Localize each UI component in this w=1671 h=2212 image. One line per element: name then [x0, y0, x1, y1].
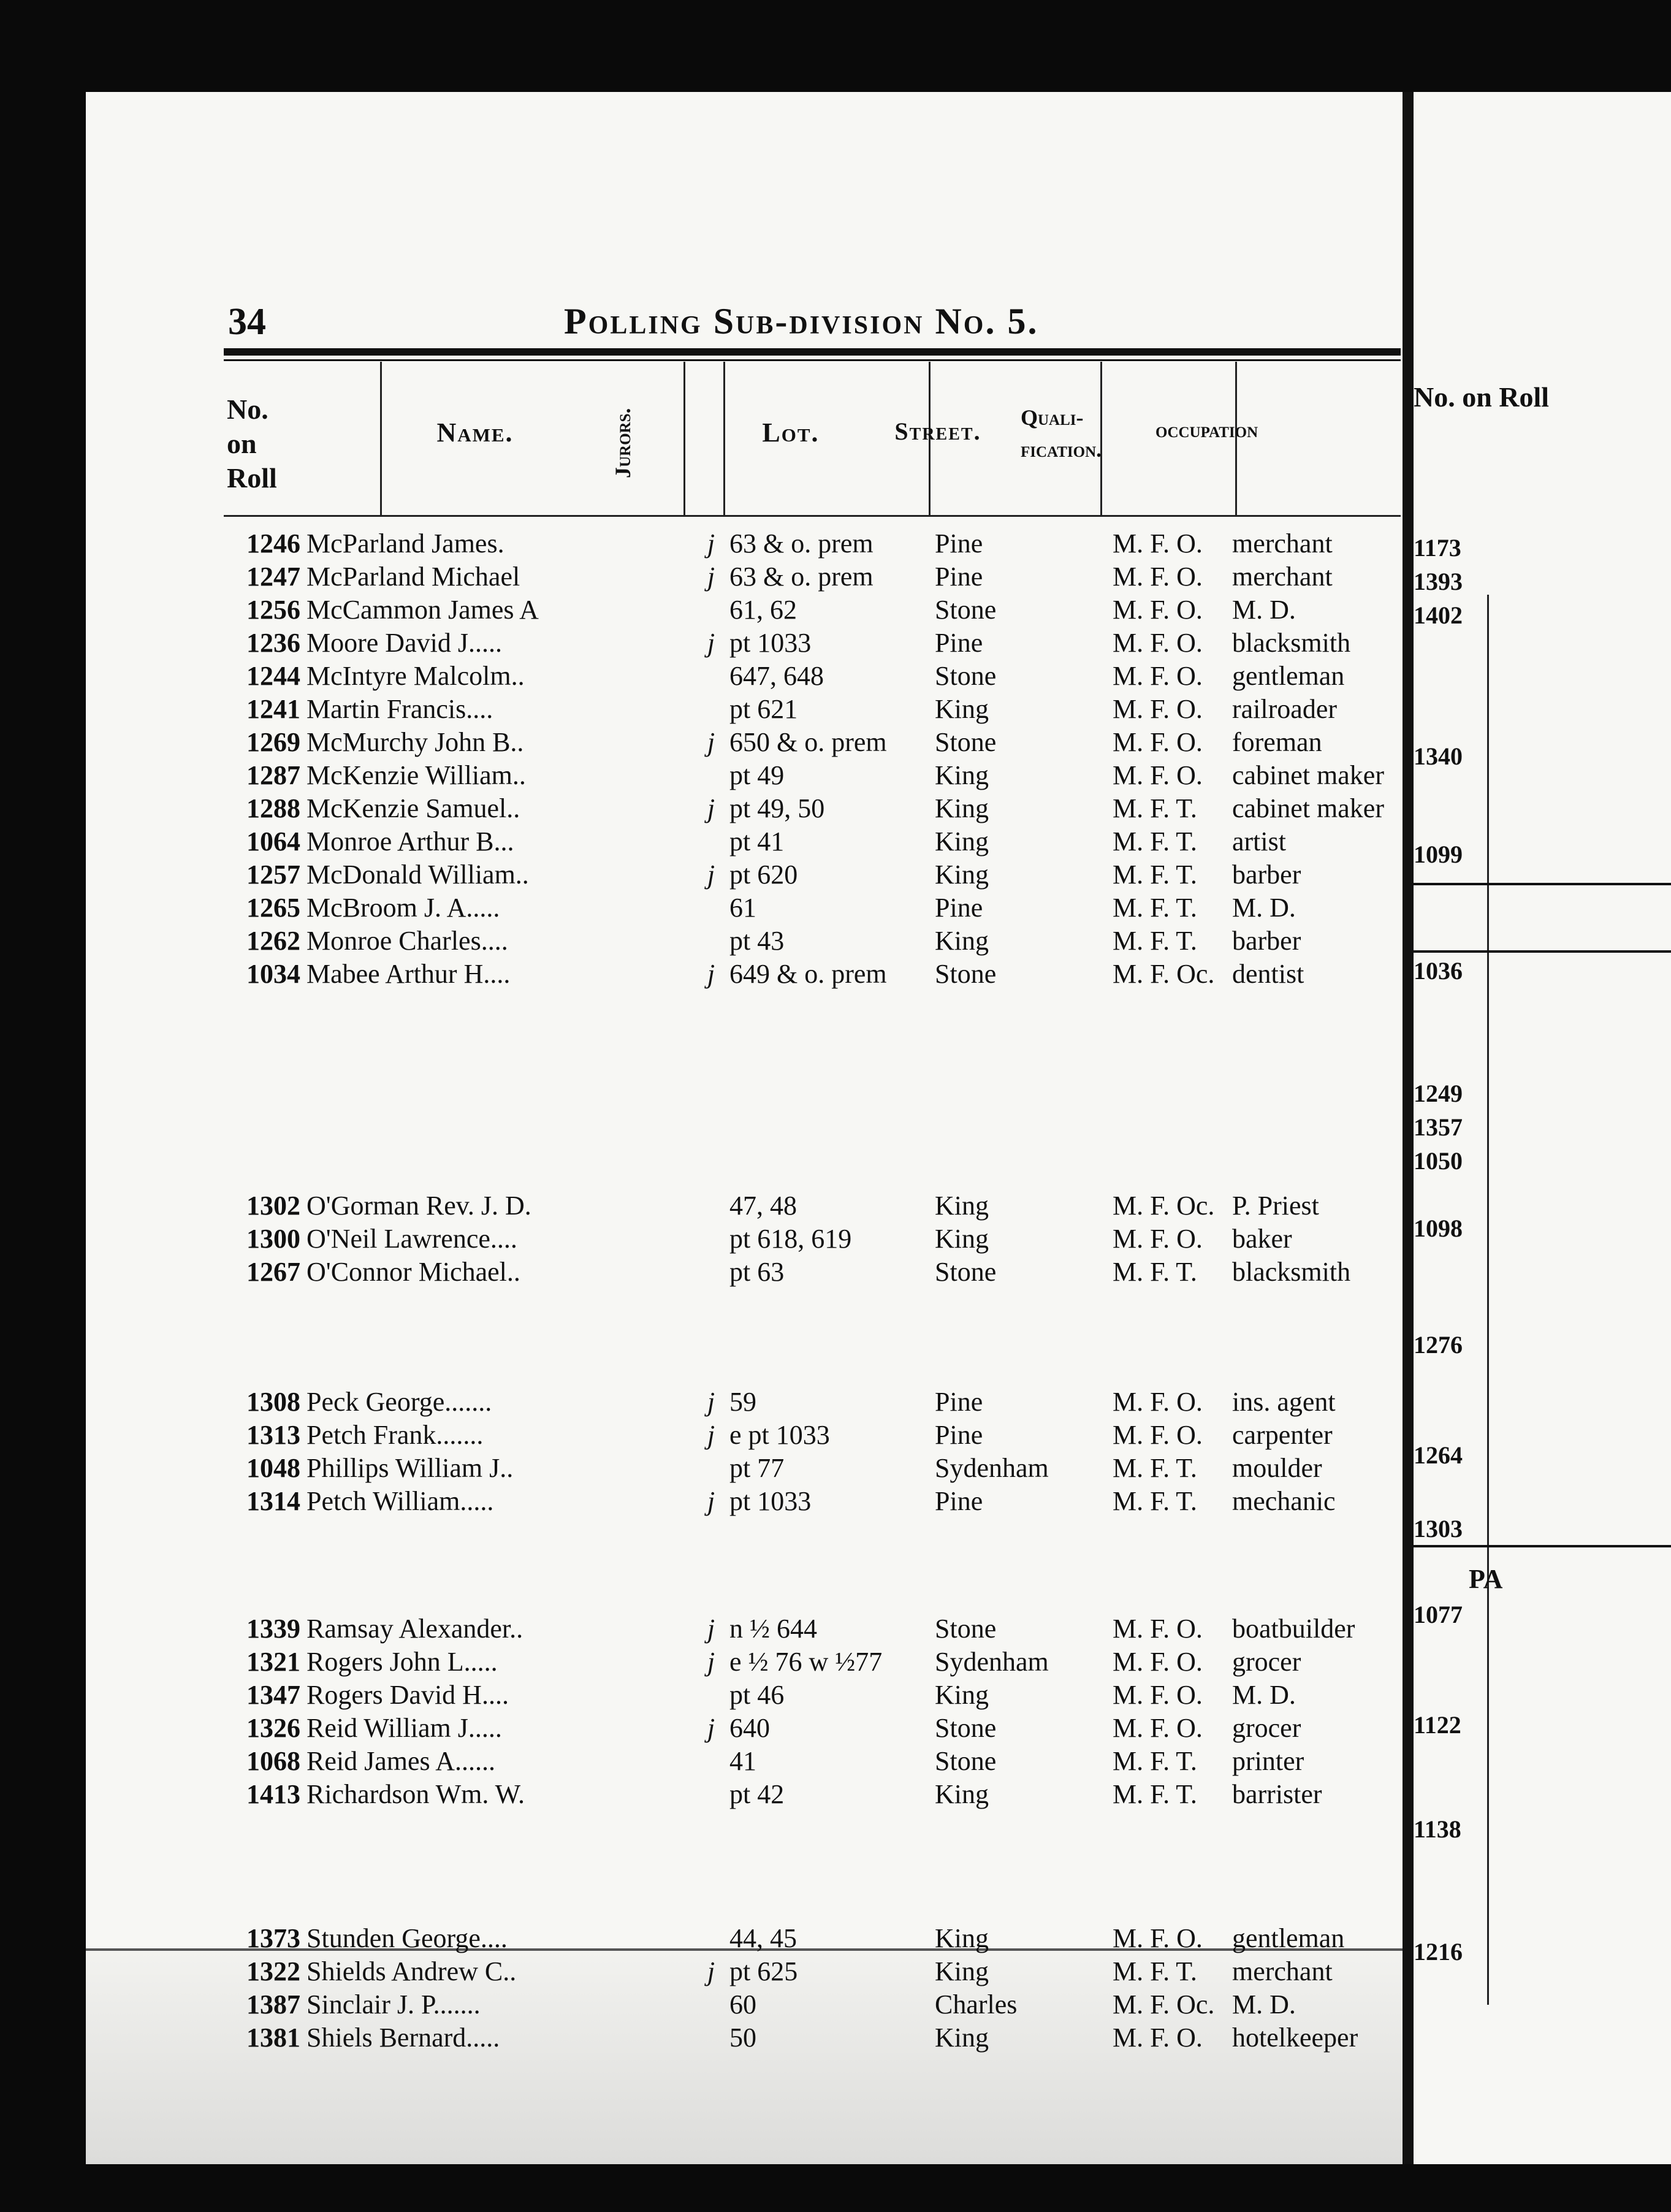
column-header-no: No. on Roll	[227, 394, 277, 494]
roll-number: 1339	[246, 1614, 300, 1644]
occupation-cell: M. D.	[1232, 893, 1296, 923]
juror-mark: j	[707, 1647, 715, 1677]
occupation-cell: moulder	[1232, 1453, 1322, 1483]
roll-number: 1313	[246, 1420, 300, 1450]
juror-mark: j	[707, 860, 715, 890]
qualification-cell: M. F. O.	[1113, 661, 1203, 691]
street-cell: King	[935, 826, 989, 856]
juror-mark: j	[707, 1387, 715, 1417]
facing-page-rule	[1414, 1545, 1671, 1547]
voter-name: Monroe Arthur B...	[306, 826, 514, 856]
qualification-cell: M. F. T.	[1113, 1486, 1197, 1516]
qualification-cell: M. F. T.	[1113, 1779, 1197, 1809]
street-cell: Pine	[935, 528, 983, 559]
qualification-cell: M. F. O.	[1113, 562, 1203, 592]
lot-cell: pt 1033	[729, 628, 812, 658]
facing-page-section-label: PA	[1469, 1564, 1503, 1594]
page-title: Polling Sub-division No. 5.	[564, 301, 1039, 341]
occupation-cell: M. D.	[1232, 1680, 1296, 1710]
qualification-cell: M. F. T.	[1113, 1453, 1197, 1483]
voter-name: Monroe Charles....	[306, 926, 508, 956]
facing-roll-number: 1122	[1414, 1711, 1461, 1739]
facing-roll-number: 1402	[1414, 601, 1463, 629]
qualification-cell: M. F. O.	[1113, 2023, 1203, 2053]
street-cell: Stone	[935, 661, 997, 691]
street-cell: King	[935, 926, 989, 956]
roll-number: 1326	[246, 1713, 300, 1743]
street-cell: Stone	[935, 595, 997, 625]
facing-roll-number: 1036	[1414, 957, 1463, 985]
occupation-cell: M. D.	[1232, 1989, 1296, 2019]
facing-roll-number: 1357	[1414, 1113, 1463, 1141]
qualification-cell: M. F. T.	[1113, 1257, 1197, 1287]
occupation-cell: printer	[1232, 1746, 1304, 1776]
street-cell: Stone	[935, 1257, 997, 1287]
lot-cell: 59	[729, 1387, 756, 1417]
voter-name: McIntyre Malcolm..	[306, 661, 525, 691]
occupation-cell: gentleman	[1232, 1923, 1345, 1953]
qualification-cell: M. F. Oc.	[1113, 1989, 1215, 2019]
street-cell: King	[935, 1923, 989, 1953]
voter-name: Petch Frank.......	[306, 1420, 484, 1450]
lot-cell: pt 63	[729, 1257, 785, 1287]
lot-cell: 640	[729, 1713, 770, 1743]
juror-mark: j	[707, 628, 715, 658]
street-cell: King	[935, 1779, 989, 1809]
street-cell: Stone	[935, 959, 997, 989]
qualification-cell: M. F. T.	[1113, 860, 1197, 890]
voter-name: Reid James A......	[306, 1746, 495, 1776]
street-cell: King	[935, 1224, 989, 1254]
lot-cell: pt 43	[729, 926, 785, 956]
voter-name: Reid William J.....	[306, 1713, 502, 1743]
voter-name: O'Gorman Rev. J. D.	[306, 1191, 531, 1221]
qualification-cell: M. F. O.	[1113, 595, 1203, 625]
occupation-cell: merchant	[1232, 1956, 1333, 1986]
occupation-cell: grocer	[1232, 1647, 1301, 1677]
lot-cell: 650 & o. prem	[729, 727, 887, 757]
qualification-cell: M. F. O.	[1113, 1420, 1203, 1450]
roll-number: 1244	[246, 661, 300, 691]
qualification-cell: M. F. Oc.	[1113, 1191, 1215, 1221]
juror-mark: j	[707, 959, 715, 989]
voter-name: Stunden George....	[306, 1923, 508, 1953]
roll-number: 1068	[246, 1746, 300, 1776]
occupation-cell: hotelkeeper	[1232, 2023, 1358, 2053]
facing-page-header: No. on Roll	[1414, 381, 1550, 413]
voter-name: Martin Francis....	[306, 694, 493, 724]
lot-cell: 50	[729, 2023, 756, 2053]
voter-name: Peck George.......	[306, 1387, 492, 1417]
lot-cell: 41	[729, 1746, 756, 1776]
occupation-cell: foreman	[1232, 727, 1322, 757]
street-cell: Charles	[935, 1989, 1018, 2019]
roll-number: 1236	[246, 628, 300, 658]
lot-cell: 63 & o. prem	[729, 528, 874, 559]
street-cell: Pine	[935, 1486, 983, 1516]
roll-number: 1387	[246, 1989, 300, 2019]
facing-roll-number: 1099	[1414, 841, 1463, 868]
lot-cell: pt 618, 619	[729, 1224, 852, 1254]
voter-name: Sinclair J. P.......	[306, 1989, 481, 2019]
qualification-cell: M. F. O.	[1113, 1387, 1203, 1417]
occupation-cell: railroader	[1232, 694, 1337, 724]
lot-cell: pt 49, 50	[729, 793, 825, 823]
lot-cell: pt 49	[729, 760, 785, 790]
street-cell: Pine	[935, 1387, 983, 1417]
voter-name: Petch William.....	[306, 1486, 494, 1516]
lot-cell: n ½ 644	[729, 1614, 817, 1644]
roll-number: 1265	[246, 893, 300, 923]
voter-name: Phillips William J..	[306, 1453, 514, 1483]
facing-roll-number: 1303	[1414, 1515, 1463, 1543]
facing-roll-number: 1138	[1414, 1815, 1461, 1843]
street-cell: King	[935, 860, 989, 890]
lot-cell: 47, 48	[729, 1191, 797, 1221]
column-header-name: Name.	[436, 418, 514, 448]
roll-number: 1241	[246, 694, 300, 724]
qualification-cell: M. F. T.	[1113, 1956, 1197, 1986]
qualification-cell: M. F. O.	[1113, 628, 1203, 658]
facing-roll-number: 1216	[1414, 1938, 1463, 1966]
facing-roll-number: 1173	[1414, 534, 1461, 562]
voter-name: Rogers John L.....	[306, 1647, 498, 1677]
header-bottom-rule	[224, 515, 1401, 517]
qualification-cell: M. F. T.	[1113, 893, 1197, 923]
qualification-cell: M. F. Oc.	[1113, 959, 1215, 989]
roll-number: 1287	[246, 760, 300, 790]
roll-number: 1347	[246, 1680, 300, 1710]
occupation-cell: artist	[1232, 826, 1286, 856]
street-cell: Pine	[935, 893, 983, 923]
lot-cell: 61	[729, 893, 756, 923]
qualification-cell: M. F. T.	[1113, 793, 1197, 823]
juror-mark: j	[707, 1420, 715, 1450]
occupation-cell: cabinet maker	[1232, 760, 1384, 790]
facing-roll-number: 1393	[1414, 568, 1463, 595]
lot-cell: 61, 62	[729, 595, 797, 625]
occupation-cell: mechanic	[1232, 1486, 1336, 1516]
occupation-cell: blacksmith	[1232, 628, 1351, 658]
column-header-street: Street.	[894, 418, 981, 445]
occupation-cell: boatbuilder	[1232, 1614, 1355, 1644]
column-header-occupation: occupation	[1155, 418, 1258, 442]
occupation-cell: baker	[1232, 1224, 1292, 1254]
header-rule-thin	[224, 359, 1401, 361]
qualification-cell: M. F. O.	[1113, 727, 1203, 757]
qualification-cell: M. F. T.	[1113, 926, 1197, 956]
street-cell: King	[935, 760, 989, 790]
column-header-qualification: Quali- fication.	[1021, 405, 1102, 462]
street-cell: King	[935, 1956, 989, 1986]
page-number: 34	[228, 301, 266, 343]
qualification-cell: M. F. O.	[1113, 1647, 1203, 1677]
voter-name: O'Connor Michael..	[306, 1257, 520, 1287]
lot-cell: pt 46	[729, 1680, 785, 1710]
occupation-cell: carpenter	[1232, 1420, 1333, 1450]
qualification-cell: M. F. O.	[1113, 1224, 1203, 1254]
juror-mark: j	[707, 1956, 715, 1986]
voter-name: McParland James.	[306, 528, 504, 559]
street-cell: Stone	[935, 727, 997, 757]
juror-mark: j	[707, 1614, 715, 1644]
juror-mark: j	[707, 1486, 715, 1516]
facing-page-rule	[1414, 883, 1671, 885]
qualification-cell: M. F. O.	[1113, 694, 1203, 724]
voter-name: McParland Michael	[306, 562, 520, 592]
column-header-lot: Lot.	[762, 418, 820, 448]
street-cell: Pine	[935, 628, 983, 658]
lot-cell: e pt 1033	[729, 1420, 830, 1450]
roll-number: 1262	[246, 926, 300, 956]
occupation-cell: merchant	[1232, 562, 1333, 592]
occupation-cell: M. D.	[1232, 595, 1296, 625]
street-cell: Pine	[935, 1420, 983, 1450]
facing-roll-number: 1077	[1414, 1601, 1463, 1628]
roll-number: 1064	[246, 826, 300, 856]
street-cell: Stone	[935, 1713, 997, 1743]
voter-name: Rogers David H....	[306, 1680, 509, 1710]
lot-cell: pt 621	[729, 694, 798, 724]
header-rule	[224, 348, 1401, 356]
roll-number: 1322	[246, 1956, 300, 1986]
roll-number: 1269	[246, 727, 300, 757]
occupation-cell: dentist	[1232, 959, 1304, 989]
qualification-cell: M. F. O.	[1113, 760, 1203, 790]
voter-name: McCammon James A	[306, 595, 539, 625]
roll-number: 1034	[246, 959, 300, 989]
lot-cell: pt 77	[729, 1453, 785, 1483]
qualification-cell: M. F. O.	[1113, 1680, 1203, 1710]
occupation-cell: gentleman	[1232, 661, 1345, 691]
lot-cell: pt 42	[729, 1779, 785, 1809]
qualification-cell: M. F. T.	[1113, 826, 1197, 856]
juror-mark: j	[707, 1713, 715, 1743]
occupation-cell: barrister	[1232, 1779, 1322, 1809]
voter-name: McDonald William..	[306, 860, 529, 890]
occupation-cell: grocer	[1232, 1713, 1301, 1743]
facing-roll-number: 1249	[1414, 1080, 1463, 1107]
voter-name: McKenzie William..	[306, 760, 526, 790]
street-cell: King	[935, 1680, 989, 1710]
qualification-cell: M. F. O.	[1113, 528, 1203, 559]
ledger-page	[86, 92, 1550, 2164]
qualification-cell: M. F. T.	[1113, 1746, 1197, 1776]
facing-roll-number: 1098	[1414, 1215, 1463, 1242]
lot-cell: 60	[729, 1989, 756, 2019]
roll-number: 1048	[246, 1453, 300, 1483]
roll-number: 1256	[246, 595, 300, 625]
qualification-cell: M. F. O.	[1113, 1614, 1203, 1644]
lot-cell: pt 625	[729, 1956, 798, 1986]
facing-roll-number: 1276	[1414, 1331, 1463, 1359]
roll-number: 1288	[246, 793, 300, 823]
voter-name: O'Neil Lawrence....	[306, 1224, 517, 1254]
facing-roll-number: 1340	[1414, 742, 1463, 770]
lot-cell: 647, 648	[729, 661, 824, 691]
voter-name: Richardson Wm. W.	[306, 1779, 525, 1809]
occupation-cell: blacksmith	[1232, 1257, 1351, 1287]
column-header-jurors: Jurors.	[611, 408, 635, 478]
occupation-cell: ins. agent	[1232, 1387, 1336, 1417]
juror-mark: j	[707, 528, 715, 559]
roll-number: 1413	[246, 1779, 300, 1809]
qualification-cell: M. F. O.	[1113, 1713, 1203, 1743]
facing-roll-number: 1264	[1414, 1441, 1463, 1469]
voter-name: Mabee Arthur H....	[306, 959, 511, 989]
voter-name: Shields Andrew C..	[306, 1956, 517, 1986]
juror-mark: j	[707, 793, 715, 823]
street-cell: King	[935, 694, 989, 724]
occupation-cell: merchant	[1232, 528, 1333, 559]
lot-cell: e ½ 76 w ½77	[729, 1647, 883, 1677]
voter-name: Ramsay Alexander..	[306, 1614, 523, 1644]
facing-roll-number: 1050	[1414, 1147, 1463, 1175]
column-divider	[683, 362, 685, 515]
facing-page-divider	[1487, 595, 1489, 2005]
voter-name: McBroom J. A.....	[306, 893, 500, 923]
lot-cell: pt 620	[729, 860, 798, 890]
occupation-cell: cabinet maker	[1232, 793, 1384, 823]
roll-number: 1314	[246, 1486, 300, 1516]
qualification-cell: M. F. O.	[1113, 1923, 1203, 1953]
lot-cell: pt 41	[729, 826, 785, 856]
occupation-cell: barber	[1232, 926, 1301, 956]
street-cell: Pine	[935, 562, 983, 592]
roll-number: 1302	[246, 1191, 300, 1221]
lot-cell: 649 & o. prem	[729, 959, 887, 989]
roll-number: 1247	[246, 562, 300, 592]
juror-mark: j	[707, 562, 715, 592]
book-gutter	[1403, 92, 1414, 2164]
roll-number: 1246	[246, 528, 300, 559]
street-cell: King	[935, 1191, 989, 1221]
roll-number: 1257	[246, 860, 300, 890]
voter-name: McKenzie Samuel..	[306, 793, 520, 823]
facing-page	[1414, 92, 1671, 2164]
roll-number: 1321	[246, 1647, 300, 1677]
occupation-cell: barber	[1232, 860, 1301, 890]
street-cell: Sydenham	[935, 1647, 1049, 1677]
street-cell: King	[935, 793, 989, 823]
street-cell: Sydenham	[935, 1453, 1049, 1483]
roll-number: 1308	[246, 1387, 300, 1417]
lot-cell: pt 1033	[729, 1486, 812, 1516]
roll-number: 1300	[246, 1224, 300, 1254]
street-cell: King	[935, 2023, 989, 2053]
street-cell: Stone	[935, 1746, 997, 1776]
roll-number: 1381	[246, 2023, 300, 2053]
street-cell: Stone	[935, 1614, 997, 1644]
voter-name: Shiels Bernard.....	[306, 2023, 500, 2053]
lot-cell: 44, 45	[729, 1923, 797, 1953]
voter-name: Moore David J.....	[306, 628, 502, 658]
voter-name: McMurchy John B..	[306, 727, 524, 757]
roll-number: 1373	[246, 1923, 300, 1953]
roll-number: 1267	[246, 1257, 300, 1287]
lot-cell: 63 & o. prem	[729, 562, 874, 592]
juror-mark: j	[707, 727, 715, 757]
occupation-cell: P. Priest	[1232, 1191, 1319, 1221]
facing-page-rule	[1414, 950, 1671, 953]
